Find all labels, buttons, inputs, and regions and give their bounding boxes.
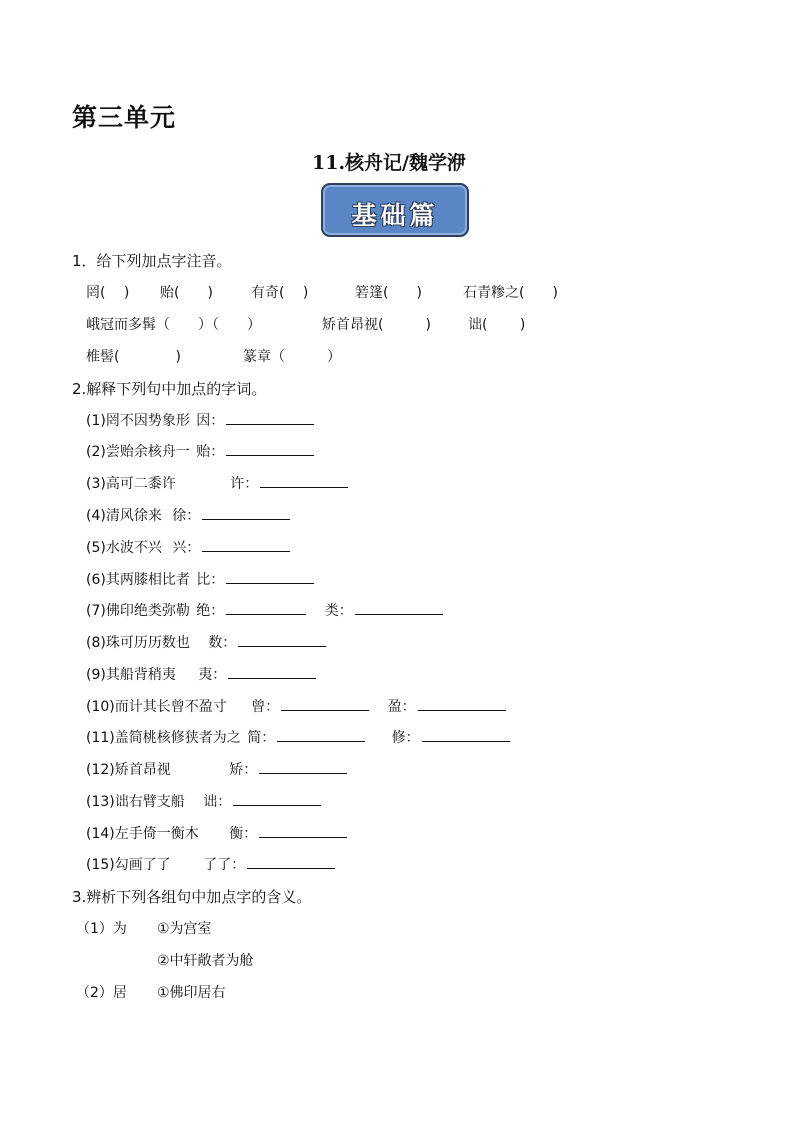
unit-title: 第三单元 xyxy=(72,103,177,132)
lesson-title: 11.核舟记/魏学洢 xyxy=(312,152,466,174)
q2-item xyxy=(86,537,290,557)
level-badge xyxy=(321,183,469,237)
answer-blank[interactable] xyxy=(355,600,443,615)
q2-sentence: (4)清风徐来 xyxy=(86,508,162,524)
q1-item: 篆章（ ） xyxy=(243,349,341,365)
q2-item xyxy=(86,759,347,779)
q2-sentence: (11)盖简桃核修狭者为之 xyxy=(86,730,241,746)
q2-item xyxy=(86,823,347,843)
q2-word: 夷： xyxy=(198,667,227,683)
q2-sentence: (14)左手倚一衡木 xyxy=(86,826,199,842)
answer-blank[interactable] xyxy=(202,537,290,552)
q1-item: 椎髻( ) xyxy=(86,349,181,365)
question-1-title: 1．给下列加点字注音。 xyxy=(72,252,232,270)
q2-word: 矫： xyxy=(229,762,258,778)
answer-blank[interactable] xyxy=(418,696,506,711)
question-2-title: 2.解释下列句中加点的字词。 xyxy=(72,380,267,398)
q2-item xyxy=(86,696,506,716)
q1-item: 罔( ) xyxy=(86,285,130,301)
q2-item xyxy=(86,632,326,652)
answer-blank[interactable] xyxy=(281,696,369,711)
q2-item xyxy=(86,854,335,874)
q2-sentence: (7)佛印绝类弥勒 xyxy=(86,603,190,619)
answer-blank[interactable] xyxy=(202,505,290,520)
q1-item: 贻( ) xyxy=(160,285,213,301)
q1-item: 峨冠而多髯（ ）（ ） xyxy=(86,317,261,333)
q2-sentence: (9)其船背稍夷 xyxy=(86,667,176,683)
q2-item xyxy=(86,441,314,461)
q2-word: 因： xyxy=(196,413,225,429)
q2-sentence: (6)其两膝相比者 xyxy=(86,572,190,588)
q2-word: 比： xyxy=(196,572,225,588)
answer-blank[interactable] xyxy=(226,441,314,456)
q3-group-label: （2）居 xyxy=(76,985,127,1001)
answer-blank[interactable] xyxy=(259,823,347,838)
answer-blank[interactable] xyxy=(233,791,321,806)
q2-item xyxy=(86,791,321,811)
q2-word: 简： xyxy=(247,730,276,746)
q2-item xyxy=(86,664,316,684)
q2-word: 曾： xyxy=(251,699,280,715)
q3-item: ①佛印居右 xyxy=(157,985,226,1001)
answer-blank[interactable] xyxy=(422,727,510,742)
q2-sentence: (5)水波不兴 xyxy=(86,540,162,556)
q2-word: 徐： xyxy=(172,508,201,524)
q2-item xyxy=(86,473,348,493)
q2-item xyxy=(86,600,443,620)
q2-word: 数： xyxy=(208,635,237,651)
q2-sentence: (8)珠可历历数也 xyxy=(86,635,190,651)
q2-item xyxy=(86,505,290,525)
answer-blank[interactable] xyxy=(238,632,326,647)
q2-word: 衡： xyxy=(229,826,258,842)
q2-item xyxy=(86,727,510,747)
q2-sentence: (12)矫首昂视 xyxy=(86,762,171,778)
q1-item: 诎( ) xyxy=(468,317,526,333)
badge-label: 基础篇 xyxy=(351,201,439,230)
q2-sentence: (13)诎右臂支船 xyxy=(86,794,185,810)
answer-blank[interactable] xyxy=(228,664,316,679)
q3-item: ①为宫室 xyxy=(157,921,212,937)
q3-group-label: （1）为 xyxy=(76,921,127,937)
q3-item: ②中轩敞者为舱 xyxy=(157,953,254,969)
q2-word: 了了： xyxy=(203,857,246,873)
q2-item xyxy=(86,410,314,430)
q2-sentence: (1)罔不因势象形 xyxy=(86,413,190,429)
q2-item xyxy=(86,569,314,589)
question-3-title: 3.辨析下列各组句中加点字的含义。 xyxy=(72,888,312,906)
q2-word: 绝： xyxy=(196,603,225,619)
q1-item: 石青糁之( ) xyxy=(463,285,558,301)
q2-word: 兴： xyxy=(172,540,201,556)
q2-word: 盈： xyxy=(387,699,416,715)
answer-blank[interactable] xyxy=(247,854,335,869)
answer-blank[interactable] xyxy=(226,410,314,425)
answer-blank[interactable] xyxy=(277,727,365,742)
q2-word: 修： xyxy=(391,730,420,746)
q2-word: 诎： xyxy=(203,794,232,810)
answer-blank[interactable] xyxy=(260,473,348,488)
q1-item: 有奇( ) xyxy=(251,285,309,301)
q2-sentence: (2)尝贻余核舟一 xyxy=(86,444,190,460)
q1-item: 箬篷( ) xyxy=(355,285,422,301)
q1-item: 矫首昂视( ) xyxy=(322,317,431,333)
q2-word: 类： xyxy=(324,603,353,619)
q2-sentence: (15)勾画了了 xyxy=(86,857,171,873)
answer-blank[interactable] xyxy=(226,600,306,615)
q2-sentence: (10)而计其长曾不盈寸 xyxy=(86,699,227,715)
q2-word: 许： xyxy=(230,476,259,492)
q2-sentence: (3)高可二黍许 xyxy=(86,476,176,492)
q2-word: 贻： xyxy=(196,444,225,460)
answer-blank[interactable] xyxy=(226,569,314,584)
answer-blank[interactable] xyxy=(259,759,347,774)
